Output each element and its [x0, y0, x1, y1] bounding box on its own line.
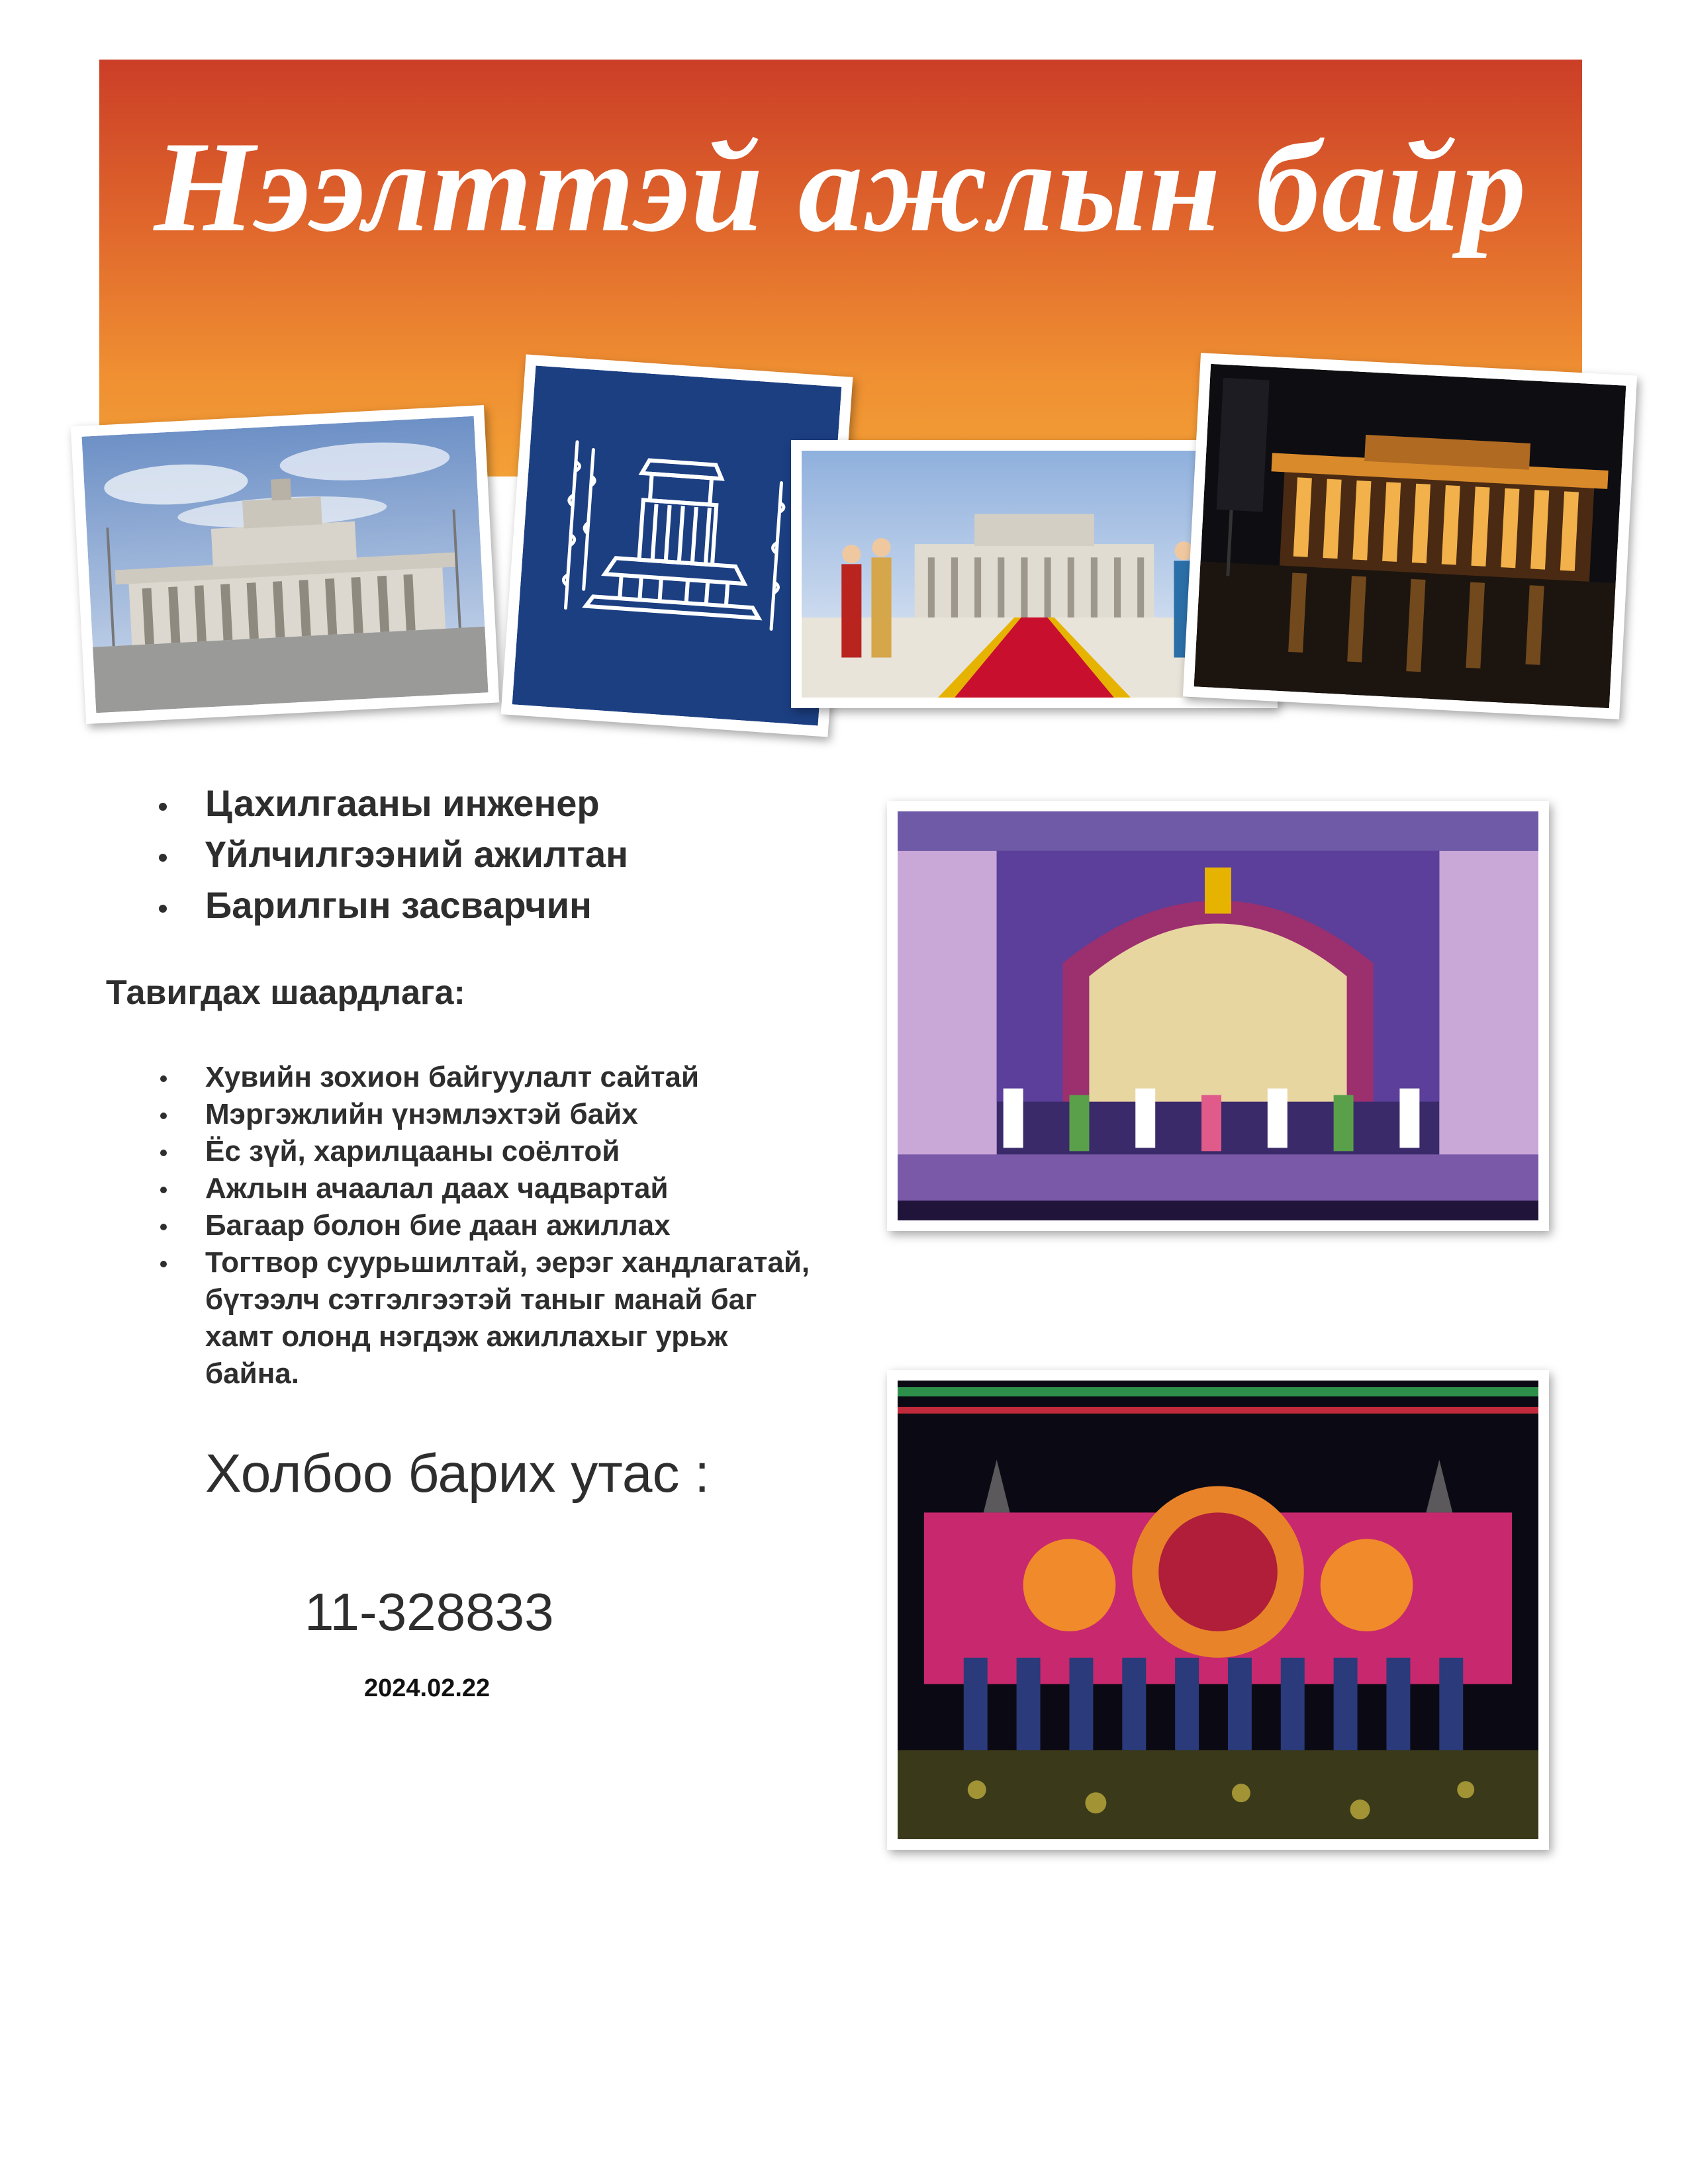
list-item: Хувийн зохион байгуулалт сайтай [152, 1059, 814, 1096]
stage-performance-photo [887, 801, 1549, 1231]
requirements-heading: Тавигдах шаардлага: [106, 974, 465, 1012]
concert-stage-photo [887, 1370, 1549, 1850]
phone-number: 11-328833 [305, 1582, 554, 1641]
contact-label: Холбоо барих утас : [205, 1443, 710, 1504]
list-item: Мэргэжлийн үнэмлэхтэй байх [152, 1096, 814, 1133]
theatre-day-photo [71, 405, 500, 724]
list-item: Цахилгааны инженер [152, 778, 628, 829]
list-item: Багаар болон бие даан ажиллах [152, 1207, 814, 1244]
list-item: Ажлын ачаалал даах чадвартай [152, 1170, 814, 1207]
theatre-night-photo [1183, 353, 1637, 719]
list-item: Ёс зүй, харилцааны соёлтой [152, 1133, 814, 1170]
requirements-list [152, 1059, 814, 1392]
list-item: Тогтвор суурьшилтай, эерэг хандлагатай, бүтээлч сэтгэлгээтэй таныг манай баг хамт олонд нэгдэж ажиллахыг урьж байна. [152, 1244, 814, 1392]
job-list [152, 778, 628, 931]
page-title: Нээлттэй ажлын байр [154, 115, 1528, 259]
posting-date: 2024.02.22 [364, 1674, 491, 1702]
list-item: Үйлчилгээний ажилтан [152, 829, 628, 880]
list-item: Барилгын засварчин [152, 880, 628, 931]
